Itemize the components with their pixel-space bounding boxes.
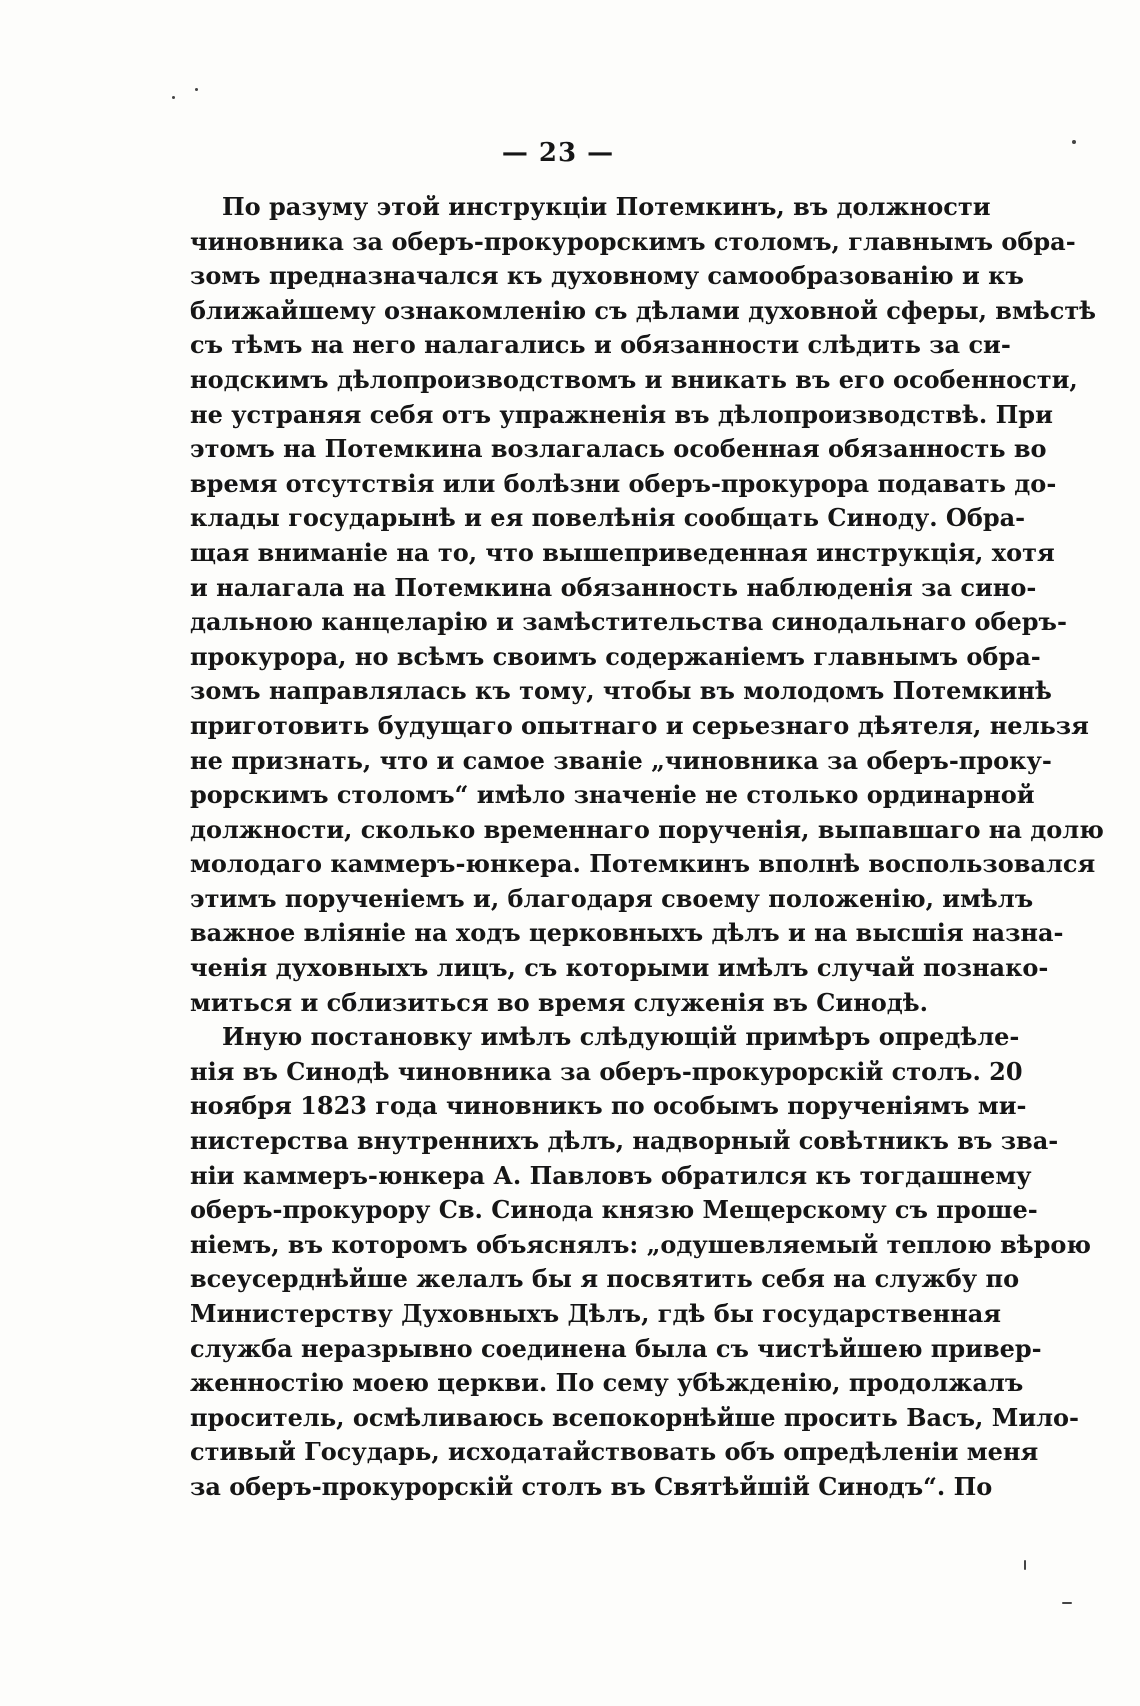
text-line: съ тѣмъ на него налагались и обязанности слѣдить за си- xyxy=(190,330,1011,360)
text-line: ніи каммеръ-юнкера А. Павловъ обратился къ тогдашнему xyxy=(190,1160,1032,1190)
text-line: этомъ на Потемкина возлагалась особенная обязанность во xyxy=(190,434,1047,464)
text-line: за оберъ-прокурорскій столъ въ Святѣйшій Синодъ“. По xyxy=(190,1471,993,1501)
text-line: ближайшему ознакомленію съ дѣлами духовной сферы, вмѣстѣ xyxy=(190,295,1097,325)
text-line: оберъ-прокурору Св. Синода князю Мещерскому съ проше- xyxy=(190,1195,1038,1225)
text-line: По разуму этой инструкціи Потемкинъ, въ должности xyxy=(222,192,991,221)
page-number: — 23 — xyxy=(501,138,615,168)
text-line: приготовить будущаго опытнаго и серьезнаго дѣятеля, нельзя xyxy=(190,710,1089,740)
text-line: Министерству Духовныхъ Дѣлъ, гдѣ бы государственная xyxy=(190,1299,1002,1328)
text-line: всеусерднѣйше желалъ бы я посвятить себя на службу по xyxy=(190,1264,1020,1294)
text-line: стивый Государь, исходатайствовать объ опредѣленіи меня xyxy=(190,1437,1039,1467)
text-line: не устраняя себя отъ упражненія въ дѣлопроизводствѣ. При xyxy=(190,399,1053,429)
text-line: нодскимъ дѣлопроизводствомъ и вникать въ его особенности, xyxy=(190,364,1078,394)
text-line: женностію моею церкви. По сему убѣжденію, продолжалъ xyxy=(190,1368,1024,1398)
text-line: зомъ направлялась къ тому, чтобы въ молодомъ Потемкинѣ xyxy=(190,676,1052,706)
text-line: ченія духовныхъ лицъ, съ которыми имѣлъ случай познако- xyxy=(190,953,1049,983)
text-line: время отсутствія или болѣзни оберъ-прокурора подавать до- xyxy=(190,468,1057,498)
text-line: не признать, что и самое званіе „чиновника за оберъ-проку- xyxy=(190,745,1052,775)
text-line: этимъ порученіемъ и, благодаря своему положенію, имѣлъ xyxy=(190,883,1034,913)
paragraph-1 xyxy=(190,190,1104,1020)
text-line: важное вліяніе на ходъ церковныхъ дѣлъ и на высшія назна- xyxy=(190,918,1064,948)
text-line: нія въ Синодѣ чиновника за оберъ-прокурорскій столъ. 20 xyxy=(190,1056,1023,1086)
text-line: Иную постановку имѣлъ слѣдующій примѣръ опредѣле- xyxy=(222,1022,1020,1052)
scan-speck xyxy=(1072,140,1076,144)
body-text xyxy=(190,190,1104,1505)
text-line: должности, сколько временнаго порученія, выпавшаго на долю xyxy=(190,814,1104,844)
text-line: клады государынѣ и ея повелѣнія сообщать Синоду. Обра- xyxy=(190,503,1026,533)
text-line: служба неразрывно соединена была съ чистѣйшею привер- xyxy=(190,1333,1042,1363)
paragraph-2 xyxy=(190,1020,1092,1504)
scan-speck xyxy=(1024,1560,1026,1570)
text-line: миться и сблизиться во время служенія въ Синодѣ. xyxy=(190,987,928,1017)
text-line: щая вниманіе на то, что вышеприведенная инструкція, хотя xyxy=(190,537,1055,567)
text-line: ноября 1823 года чиновникъ по особымъ порученіямъ ми- xyxy=(190,1091,1027,1121)
text-line: зомъ предназначался къ духовному самообразованію и къ xyxy=(190,261,1024,291)
text-line: чиновника за оберъ-прокурорскимъ столомъ, главнымъ обра- xyxy=(190,226,1076,256)
text-line: нистерства внутреннихъ дѣлъ, надворный совѣтникъ въ зва- xyxy=(190,1126,1059,1156)
scan-speck xyxy=(1062,1602,1072,1604)
scan-speck xyxy=(172,96,175,99)
text-line: ніемъ, въ которомъ объяснялъ: „одушевляемый теплою вѣрою xyxy=(190,1229,1092,1259)
text-line: молодаго каммеръ-юнкера. Потемкинъ вполнѣ воспользовался xyxy=(190,849,1096,879)
text-line: рорскимъ столомъ“ имѣло значеніе не столько ординарной xyxy=(190,780,1035,810)
text-line: проситель, осмѣливаюсь всепокорнѣйше просить Васъ, Мило- xyxy=(190,1402,1080,1432)
text-line: и налагала на Потемкина обязанность наблюденія за сино- xyxy=(190,572,1037,602)
scan-speck xyxy=(195,88,198,91)
text-line: прокурора, но всѣмъ своимъ содержаніемъ главнымъ обра- xyxy=(190,641,1041,671)
text-line: дальною канцеларію и замѣстительства синодальнаго оберъ- xyxy=(190,607,1067,637)
